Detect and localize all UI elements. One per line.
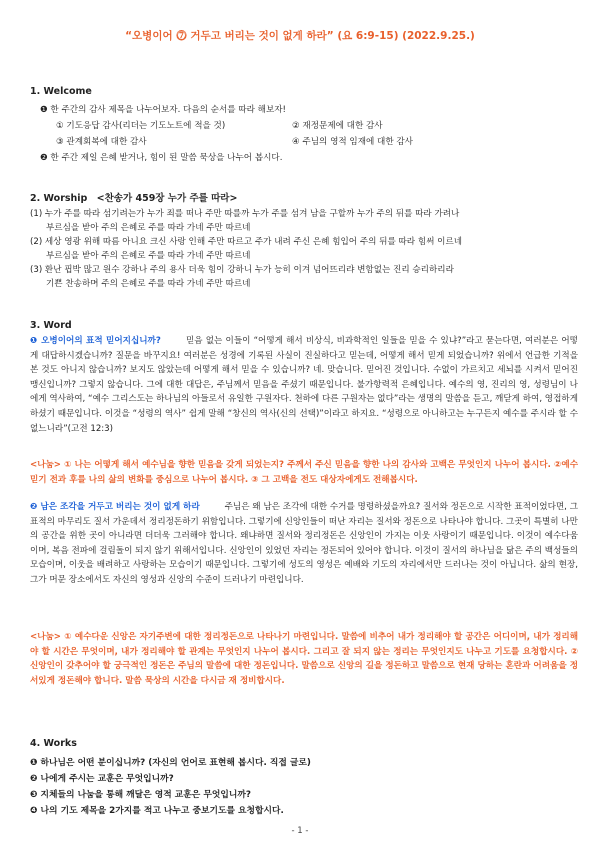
worship-line-1a: (1) 누가 주를 따라 섬기려는가 누가 죄를 떠나 주만 따를까 누가 주를 섬겨 남을 구할까 누가 주의 뒤를 따라 가려나: [30, 209, 460, 219]
welcome-item-2: ❷ 한 주간 제일 은혜 받거나, 힘이 된 말씀 묵상을 나누어 봅시다.: [40, 153, 283, 163]
word-share-1: <나눔> ① 나는 어떻게 해서 예수님을 향한 믿음을 갖게 되었는지? 주께서 주신 믿음을 향한 나의 감사와 고백은 무엇인지 나누어 봅시다. ②예수 믿기 전과 후를 나의 삶의 변화를 중심으로 나누어 봅시다. ③ 그 고백을 전도 대상자에게도 전해봅시다.: [30, 460, 578, 485]
worship-line-1b: 부르심을 받아 주의 은혜로 주를 따라 가네 주만 따르네: [46, 223, 251, 233]
worship-line-3b: 기쁜 찬송하며 주의 은혜로 주를 따라 가네 주만 따르네: [46, 279, 251, 289]
works-item-3: ❸ 지체들의 나눔을 통해 깨달은 영적 교훈은 무엇입니까?: [30, 790, 251, 800]
page-number: - 1 -: [291, 826, 309, 836]
worship-heading: 2. Worship: [30, 193, 88, 204]
worship-heading-row: [30, 190, 237, 204]
welcome-heading: 1. Welcome: [30, 86, 92, 97]
word-paragraph-1: [30, 334, 578, 436]
works-item-4: ❹ 나의 기도 제목을 2가지를 적고 나누고 중보기도를 요청합시다.: [30, 806, 284, 816]
word-point-2-label: ❷ 남은 조각을 거두고 버리는 것이 없게 하라: [30, 502, 200, 512]
works-item-2: ❷ 나에게 주시는 교훈은 무엇입니까?: [30, 774, 174, 784]
works-item-1: ❶ 하나님은 어떤 분이십니까? (자신의 언어로 표현해 봅시다. 직접 글로): [30, 758, 311, 768]
word-point-2-text: 주님은 왜 남은 조각에 대한 수거를 명령하셨을까요? 질서와 정돈으로 시작한 표적이었다면, 그 표적의 마무리도 질서 가운데서 정리정돈하기 위함입니다. 그렇기에 신앙인들이 떠난 자리는 질서와 정돈으로 나타나야 합니다. 그곳이 특별히 나만의 공간을 위한 곳이 아니라면 더더욱 그러해야 합니다. 왜냐하면 질서와 정리정돈은 신앙인이 가지는 이웃 사랑이기 때문입니다. 이것이 예수다움이며, 복음 전파에 걸림돌이 되지 않기 위해서입니다. 신앙인이 있었던 자리는 정돈되어 있어야 합니다. 이것이 질서의 하나님을 닮은 주의 백성들의 모습이며, 이웃을 배려하고 사랑하는 모습이기 때문입니다. 그렇기에 성도의 영성은 예배와 기도의 자리에서만 드러나는 것이 아닙니다. 삶의 현장, 그가 머문 장소에서도 자신의 영성과 신앙의 수준이 드러나기 마련입니다.: [30, 502, 578, 585]
word-heading: 3. Word: [30, 320, 72, 331]
worship-song-title: <찬송가 459장 누가 주를 따라>: [96, 193, 238, 204]
welcome-item-1: ❶ 한 주간의 감사 제목을 나누어보자. 다음의 순서를 따라 해보자!: [40, 105, 287, 115]
welcome-sub-4: ④ 주님의 영적 임재에 대한 감사: [292, 137, 413, 147]
word-point-1-label: ❶ 오병이어의 표적 믿어지십니까?: [30, 336, 161, 346]
welcome-sub-2: ② 재정문제에 대한 감사: [292, 121, 383, 131]
welcome-sub-1: ① 기도응답 감사(리더는 기도노트에 적을 것): [56, 121, 226, 131]
welcome-sub-3: ③ 관계회복에 대한 감사: [56, 137, 147, 147]
word-point-1-text: 믿음 없는 이들이 “어떻게 해서 비상식, 비과학적인 일들을 믿을 수 있냐?”라고 묻는다면, 여러분은 어떻게 대답하시겠습니까? 질문을 바꾸지요! 여러분은 성경에 기록된 사실이 진실하다고 믿는데, 어떻게 해서 믿게 되었습니까? 위에서 언급한 기적을 본 것도 아니지 않습니까? 보지도 않았는데 어떻게 해서 믿을 수 있습니까? 네. 맞습니다. 믿어진 것입니다. 수없이 가르치고 세뇌를 시켜서 믿어진 맹신입니까? 그렇지 않습니다. 그에 대한 대답은, 주님께서 믿음을 주셨기 때문입니다. 불가항력적 은혜입니다. 예수의 영, 진리의 영, 성령님이 나에게 역사하여, “예수 그리스도는 하나님의 아들로서 유일한 구원자다. 천하에 다른 구원자는 없다”라는 생명의 말씀을 듣고, 깨닫게 하여, 영접하게 하셨기 때문입니다. 이것을 “성령의 역사” 쉽게 말해 “창신의 역사(신의 선택)”이라고 하지요. “성령으로 아니하고는 누구든지 예수를 주시라 할 수 없느니라”(고전 12:3): [30, 336, 578, 434]
document-title: “오병이어 ⓻ 거두고 버리는 것이 없게 하라” (요 6:9-15) (2022.9.25.): [125, 30, 475, 42]
worship-line-2a: (2) 세상 영광 위해 따름 아니요 크신 사랑 인해 주만 따르고 주가 내려 주신 은혜 힘입어 주의 뒤를 따라 힘써 이르네: [30, 237, 463, 247]
worship-line-2b: 부르심을 받아 주의 은혜로 주를 따라 가네 주만 따르네: [46, 251, 251, 261]
word-share-2: <나눔> ① 예수다운 신앙은 자기주변에 대한 정리정돈으로 나타나기 마련입니다. 말씀에 비추어 내가 정리해야 할 공간은 어디이며, 내가 정리해야 할 시간은 무엇이며, 내가 정리해야 할 관계는 무엇인지 나누어 봅시다. 그리고 잘 되지 않는 정리는 무엇인지도 나누고 기도를 요청합시다. ② 신앙인이 갖추어야 할 궁극적인 정돈은 주님의 말씀에 대한 정돈입니다. 말씀으로 신앙의 길을 정돈하고 말씀으로 현재 당하는 혼란과 어려움을 정서있게 정돈해야 합니다. 말씀 묵상의 시간을 다시금 재 정비합시다.: [30, 632, 578, 686]
word-paragraph-2: [30, 500, 578, 588]
worship-line-3a: (3) 환난 핍박 많고 원수 강하나 주의 용사 더욱 힘이 강하니 누가 능히 이겨 넘어뜨리랴 변함없는 진리 승리하리라: [30, 265, 454, 275]
works-heading: 4. Works: [30, 738, 77, 749]
